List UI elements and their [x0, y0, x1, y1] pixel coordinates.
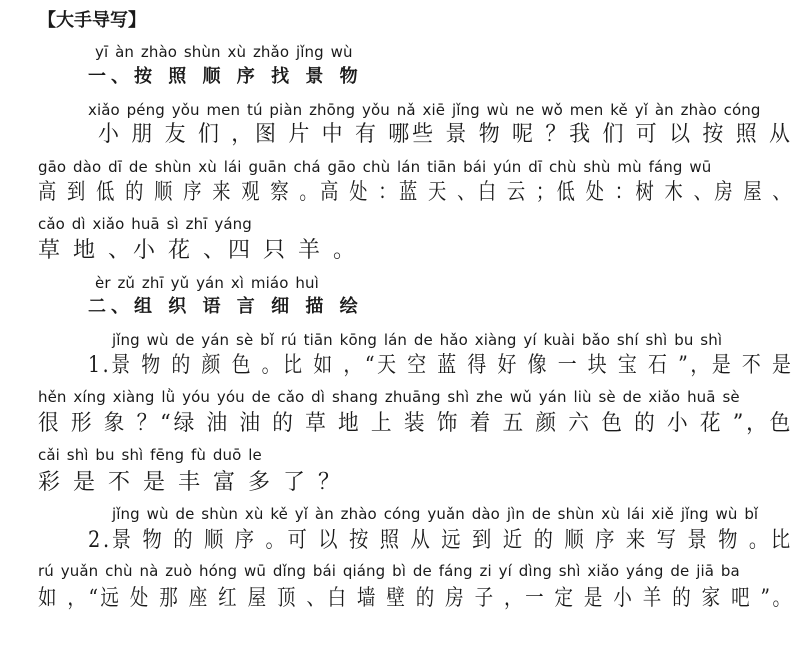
heading1: 一、按 照 顺 序 找 景 物 — [88, 66, 363, 87]
para2-line3-text: 彩 是 不 是 丰 富 多 了 ？ — [38, 470, 343, 495]
para2-line2-text: 很 形 象 ？“绿 油 油 的 草 地 上 装 饰 着 五 颜 六 色 的 小 花 ”，色 — [38, 411, 794, 436]
para3-line1-text: 2.景 物 的 顺 序 。可 以 按 照 从 远 到 近 的 顺 序 来 写 景 物 。比 — [88, 528, 793, 553]
para3-line1-pinyin: jǐng wù de shùn xù kě yǐ àn zhào cóng yuǎn dào jìn de shùn xù lái xiě jǐng wù bǐ — [112, 505, 759, 523]
para1-line3-text: 草 地 、小 花 、四 只 羊 。 — [38, 238, 358, 263]
para1-line2-pinyin: gāo dào dī de shùn xù lái guān chá gāo chù lán tiān bái yún dī chù shù mù fáng wū — [38, 158, 712, 176]
para2-line2-pinyin: hěn xíng xiàng lǜ yóu yóu de cǎo dì shang zhuāng shì zhe wǔ yán liù sè de xiǎo huā sè — [38, 388, 740, 406]
section-tag: 【大手导写】 — [38, 10, 146, 31]
para2-line1-pinyin: jǐng wù de yán sè bǐ rú tiān kōng lán de hǎo xiàng yí kuài bǎo shí shì bu shì — [112, 331, 723, 349]
para1-line1-pinyin: xiǎo péng yǒu men tú piàn zhōng yǒu nǎ xiē jǐng wù ne wǒ men kě yǐ àn zhào cóng — [88, 101, 761, 119]
para1-line3-pinyin: cǎo dì xiǎo huā sì zhī yáng — [38, 215, 252, 233]
para3-line2-text: 如 ，“远 处 那 座 红 屋 顶 、白 墙 壁 的 房 子 ，一 定 是 小 羊 的 家 吧 ”。 — [38, 586, 794, 611]
heading2-pinyin: èr zǔ zhī yǔ yán xì miáo huì — [95, 274, 319, 292]
heading1-pinyin: yī àn zhào shùn xù zhǎo jǐng wù — [95, 43, 353, 61]
heading2: 二、组 织 语 言 细 描 绘 — [88, 296, 363, 317]
para1-line2-text: 高 到 低 的 顺 序 来 观 察 。高 处 ：蓝 天 、白 云 ；低 处 ：树 木 、房 屋 、 — [38, 180, 794, 205]
para1-line1-text: 小 朋 友 们 ，图 片 中 有 哪些 景 物 呢 ？我 们 可 以 按 照 从 — [98, 122, 793, 147]
para3-line2-pinyin: rú yuǎn chù nà zuò hóng wū dǐng bái qiáng bì de fáng zi yí dìng shì xiǎo yáng de jiā ba — [38, 562, 740, 580]
para2-line1-text: 1.景 物 的 颜 色 。比 如 ，“天 空 蓝 得 好 像 一 块 宝 石 ”，是 不 是 — [88, 353, 794, 378]
para2-line3-pinyin: cǎi shì bu shì fēng fù duō le — [38, 446, 262, 464]
